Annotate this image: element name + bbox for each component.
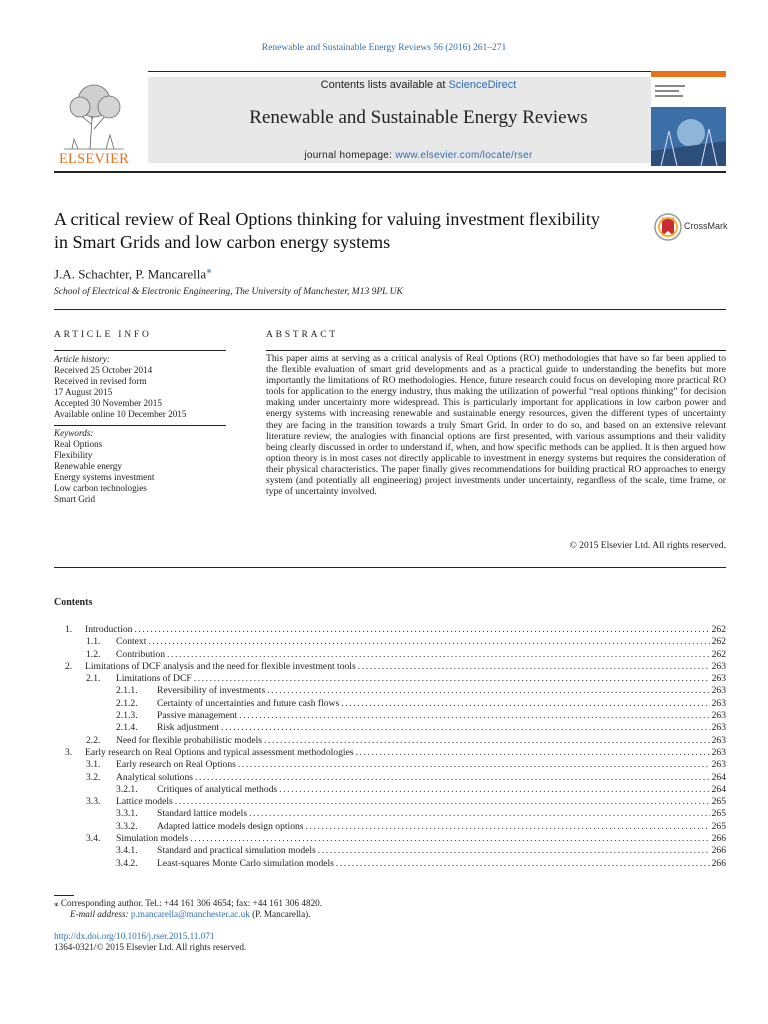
toc-leader-dots [190,833,709,845]
toc-entry-number: 3.3.1. [116,808,138,820]
toc-entry-number: 3.2.1. [116,783,138,795]
toc-entry[interactable] [54,722,726,734]
history-item: Available online 10 December 2015 [54,409,187,419]
author-names: J.A. Schachter, P. Mancarella [54,266,207,282]
history-item: Received in revised form [54,376,147,386]
masthead-bottom-rule [54,171,726,173]
journal-title: Renewable and Sustainable Energy Reviews [249,107,588,128]
toc-leader-dots [194,673,710,685]
toc-entry-number: 1. [65,624,73,635]
toc-entry-number: 2.2. [86,734,101,746]
toc-leader-dots [318,845,710,857]
toc-entry-number: 2.1.4. [116,722,138,734]
toc-entry-page: 263 [711,697,726,709]
contents-heading: Contents [54,597,93,608]
keyword-item: Real Options [54,439,103,449]
toc-entry-page: 263 [711,734,726,746]
toc-leader-dots [221,722,710,734]
toc-entry[interactable] [54,759,726,771]
keyword-item: Smart Grid [54,494,96,504]
history-item: Accepted 30 November 2015 [54,398,162,408]
affiliation: School of Electrical & Electronic Engineering, The University of Manchester, M13 9PL UK [54,287,403,297]
toc-entry-title: Limitations of DCF [116,673,192,685]
toc-entry[interactable] [54,636,726,648]
toc-entry-number: 2. [65,660,73,672]
email-note [54,909,322,920]
toc-entry-page: 263 [711,660,726,672]
corresponding-author-text: Corresponding author. Tel.: +44 161 306 4654; fax: +44 161 306 4820. [60,898,323,908]
keywords [54,428,229,505]
toc-entry-number: 2.1.2. [116,697,138,709]
toc-leader-dots [279,784,709,796]
toc-leader-dots [267,685,709,697]
toc-entry-number: 2.1.3. [116,710,138,722]
toc-entry-number: 3. [65,746,73,758]
corresponding-author-mark[interactable]: ⁎ [206,264,212,276]
abstract-text: This paper aims at serving as a critical analysis of Real Options (RO) methodologies that have so far been applied to the flexible evaluation of smart grid developments and as a practical guide to understanding the benefits but more importantly the limitations of RO methodologies. Hence, future research could focus on developing more practical RO tools for application to the energy industry, thus making the utilization of powerful “real options thinking” for decision making under uncertainty more widespread. This is particularly important for applications in low carbon power and energy systems with increasing renewable and sustainable energy resources, given the different types of uncertainty they are facing in the transition towards a truly Smart Grid. In order to do so, and based on an extensive relevant literature review, the analogies with financial options are first presented, with various assumptions and their validity being clearly discussed in order to understand if, when, and how specific methods can be applied. It is then argued how option theory is in most cases not directly applicable to investment in energy systems but requires the consideration of their physical characteristics. The paper finally gives recommendations for building practical RO approaches to energy system (and potentially all engineering) project investments under uncertainty, regardless of the scale, time frame, or type of uncertainty involved. [266,353,726,498]
toc-entry-page: 264 [711,783,726,795]
article-title: A critical review of Real Options thinking for valuing investment flexibility in Smart Grids and low carbon energy systems [54,209,600,252]
toc-entry-title: Least-squares Monte Carlo simulation models [157,857,334,869]
toc-entry-page: 262 [711,636,726,648]
toc-entry-title: Context [116,636,147,648]
abstract-copyright: © 2015 Elsevier Ltd. All rights reserved. [569,540,726,551]
toc-entry-title: Reversibility of investments [157,685,266,697]
toc-leader-dots [358,661,710,673]
homepage-link[interactable]: www.elsevier.com/locate/rser [395,150,533,161]
toc-entry-page: 265 [711,796,726,808]
toc-entry[interactable] [54,858,726,870]
toc-entry[interactable] [54,747,726,759]
corresponding-author-note [54,898,322,909]
article-info-heading: ARTICLE INFO [54,330,152,340]
toc-entry-number: 2.1. [86,673,101,685]
toc-entry[interactable] [54,624,726,636]
toc-entry-title: Critiques of analytical methods [157,783,278,795]
article-info-rule [54,350,226,351]
footnote-mark: ⁎ [54,898,59,908]
toc-entry[interactable] [54,735,726,747]
toc-leader-dots [249,808,710,820]
toc-entry-page: 263 [711,759,726,771]
toc-entry-page: 265 [711,820,726,832]
toc-entry[interactable] [54,649,726,661]
toc-entry-title: Simulation models [116,833,189,845]
toc-entry-title: Risk adjustment [157,722,220,734]
footnote-rule [54,895,74,896]
toc-entry-page: 262 [711,648,726,660]
journal-citation[interactable]: Renewable and Sustainable Energy Reviews 56 (2016) 261–271 [261,43,507,53]
title-divider [54,309,726,310]
contents-availability [148,79,689,91]
sciencedirect-link[interactable]: ScienceDirect [448,79,517,91]
toc-entry[interactable] [54,673,726,685]
toc-entry-title: Need for flexible probabilistic models [116,734,262,746]
toc-entry-title: Standard lattice models [157,808,248,820]
keywords-rule [54,425,226,426]
toc-leader-dots [238,759,710,771]
toc-leader-dots [195,772,710,784]
toc-entry-page: 266 [711,857,726,869]
toc-entry-page: 262 [711,624,726,635]
toc-entry-title: Early research on Real Options [116,759,236,771]
history-item: 17 August 2015 [54,387,113,397]
issn-copyright: 1364-0321/© 2015 Elsevier Ltd. All rights reserved. [54,942,247,952]
keyword-item: Energy systems investment [54,472,155,482]
toc-leader-dots [264,735,710,747]
contents-prefix: Contents lists available at [320,79,449,91]
toc-entry-number: 3.4.1. [116,845,138,857]
toc-leader-dots [148,636,709,648]
toc-entry-title: Lattice models [116,796,173,808]
toc-entry-title: Early research on Real Options and typical assessment methodologies [85,746,354,758]
toc-entry-page: 263 [711,710,726,722]
toc-entry[interactable] [54,833,726,845]
doi-link[interactable]: http://dx.doi.org/10.1016/j.rser.2015.11.071 [54,931,215,941]
toc-leader-dots [167,649,710,661]
toc-entry-number: 3.4.2. [116,857,138,869]
keywords-label: Keywords: [54,428,94,438]
toc-entry[interactable] [54,808,726,820]
toc-entry-number: 2.1.1. [116,685,138,697]
toc-entry-number: 3.3. [86,796,101,808]
history-item: Received 25 October 2014 [54,365,153,375]
toc-leader-dots [134,624,709,636]
toc-entry-page: 263 [711,673,726,685]
masthead-top-rule [148,71,689,72]
journal-homepage [148,150,689,161]
toc-entry[interactable] [54,661,726,673]
publisher-name: ELSEVIER [58,151,130,167]
toc-entry[interactable] [54,772,726,784]
toc-entry-number: 3.2. [86,771,101,783]
keyword-item: Renewable energy [54,461,122,471]
toc-entry[interactable] [54,685,726,697]
toc-entry-title: Limitations of DCF analysis and the need for flexible investment tools [85,660,356,672]
keyword-item: Low carbon technologies [54,483,147,493]
toc-leader-dots [175,796,710,808]
toc-entry-title: Introduction [85,624,133,635]
authors [54,263,212,282]
crossmark-label: CrossMark [684,221,728,231]
abstract-heading: ABSTRACT [266,330,339,340]
toc-entry[interactable] [54,796,726,808]
toc-entry-title: Standard and practical simulation models [157,845,316,857]
toc-entry-page: 264 [711,771,726,783]
toc-leader-dots [336,858,710,870]
crossmark-badge[interactable] [654,212,734,242]
abstract-rule [266,350,726,351]
toc-entry[interactable] [54,821,726,833]
toc-entry[interactable] [54,845,726,857]
footnote [54,898,322,920]
table-of-contents [54,624,726,870]
toc-entry-title: Certainty of uncertainties and future cash flows [157,697,340,709]
crossmark-icon [654,212,682,242]
toc-leader-dots [341,698,709,710]
keyword-item: Flexibility [54,450,93,460]
toc-entry-page: 263 [711,722,726,734]
toc-entry[interactable] [54,698,726,710]
toc-entry-number: 3.1. [86,759,101,771]
homepage-prefix: journal homepage: [304,150,396,161]
toc-entry-title: Contribution [116,648,166,660]
toc-entry-title: Adapted lattice models design options [157,820,304,832]
toc-entry[interactable] [54,710,726,722]
toc-entry-number: 3.3.2. [116,820,138,832]
toc-entry-number: 1.1. [86,636,101,648]
toc-entry[interactable] [54,784,726,796]
email-label: E-mail address: [70,909,129,919]
journal-cover-thumbnail[interactable] [651,71,726,166]
toc-leader-dots [306,821,710,833]
abstract-divider [54,567,726,568]
toc-entry-title: Analytical solutions [116,771,194,783]
toc-leader-dots [239,710,709,722]
toc-entry-number: 3.4. [86,833,101,845]
toc-leader-dots [356,747,710,759]
toc-entry-title: Passive management [157,710,238,722]
toc-entry-page: 265 [711,808,726,820]
masthead [54,71,726,166]
toc-entry-page: 266 [711,845,726,857]
email-suffix: (P. Mancarella). [252,909,311,919]
toc-entry-page: 263 [711,746,726,758]
article-history [54,354,229,420]
email-link[interactable]: p.mancarella@manchester.ac.uk [130,909,250,919]
toc-entry-page: 263 [711,685,726,697]
toc-entry-page: 266 [711,833,726,845]
history-label: Article history: [54,354,110,364]
toc-entry-number: 1.2. [86,648,101,660]
